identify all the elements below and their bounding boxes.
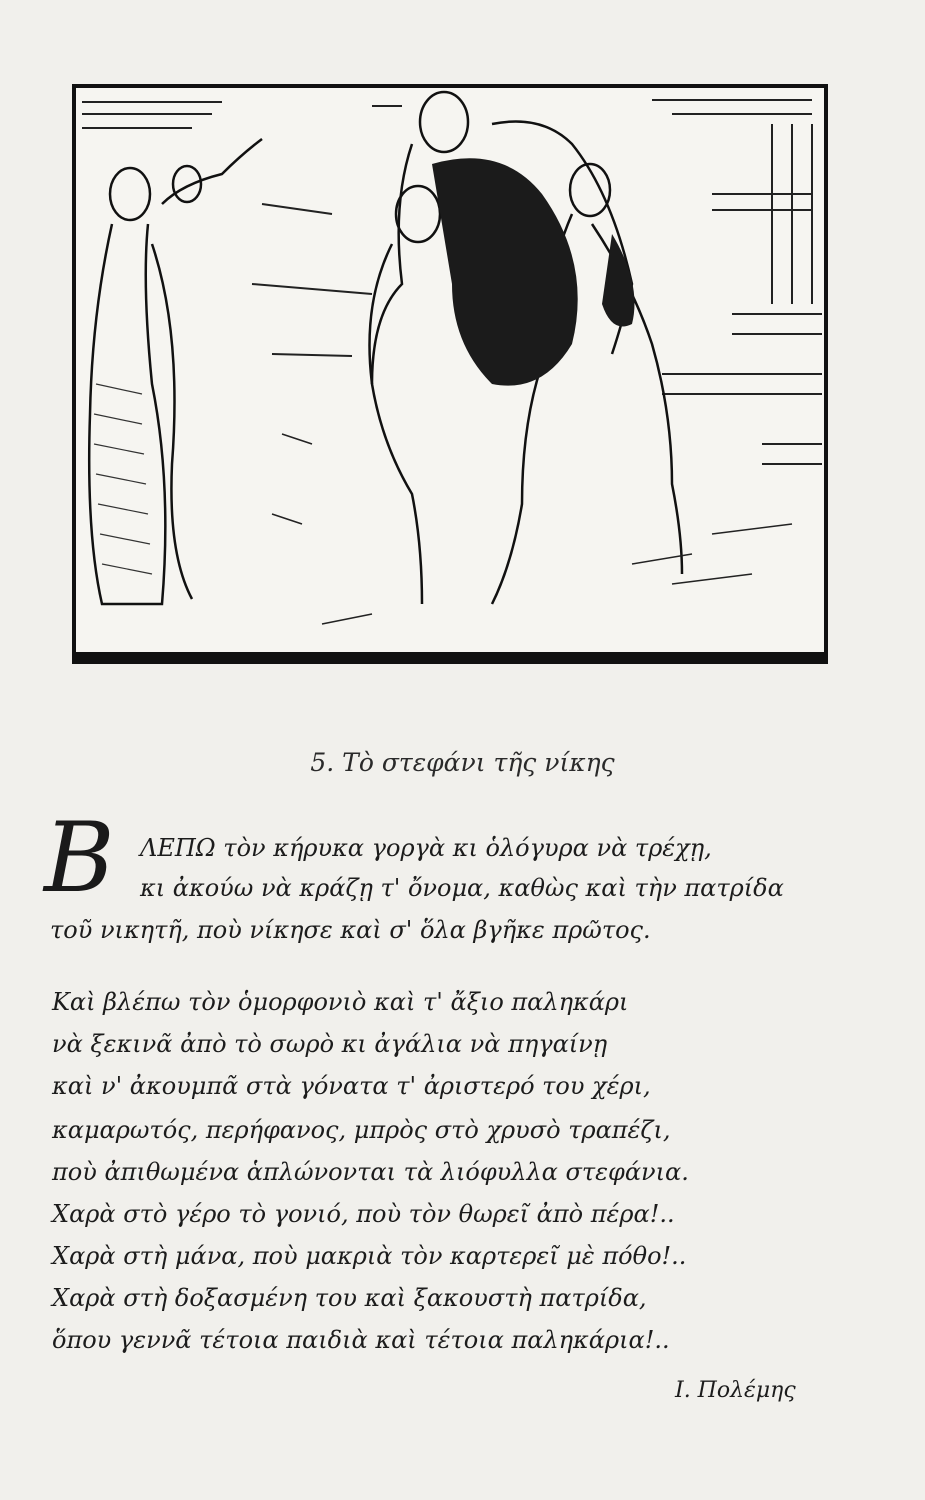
figure-caption: 5. Τὸ στεφάνι τῆς νίκης xyxy=(310,748,615,777)
poem-line: τοῦ νικητῆ, ποὺ νίκησε καὶ σ' ὅλα βγῆκε πρῶτος. xyxy=(50,916,651,944)
poem-line: καὶ ν' ἀκουμπᾶ στὰ γόνατα τ' ἀριστερό του χέρι, xyxy=(52,1072,651,1100)
poem-line: κι ἀκούω νὰ κράζῃ τ' ὄνομα, καθὼς καὶ τὴν πατρίδα xyxy=(140,874,784,902)
poem-line: Καὶ βλέπω τὸν ὁμορφονιὸ καὶ τ' ἄξιο παληκάρι xyxy=(52,988,629,1016)
drop-cap: Β xyxy=(44,802,115,914)
poem-line: Χαρὰ στὸ γέρο τὸ γονιό, ποὺ τὸν θωρεῖ ἀπὸ πέρα!.. xyxy=(52,1200,675,1228)
poem-line: νὰ ξεκινᾶ ἀπὸ τὸ σωρὸ κι ἀγάλια νὰ πηγαίνῃ xyxy=(52,1030,608,1058)
poem-line: ὅπου γεννᾶ τέτοια παιδιὰ καὶ τέτοια παληκάρια!.. xyxy=(52,1326,670,1354)
author-signature: Ι. Πολέμης xyxy=(675,1378,796,1403)
woodcut-illustration xyxy=(72,84,828,664)
illustration-drawing xyxy=(72,84,828,664)
poem-line: Χαρὰ στὴ μάνα, ποὺ μακριὰ τὸν καρτερεῖ μὲ πόθο!.. xyxy=(52,1242,687,1270)
poem-line: καμαρωτός, περήφανος, μπρὸς στὸ χρυσὸ τραπέζι, xyxy=(52,1116,671,1144)
poem-line: Χαρὰ στὴ δοξασμένη του καὶ ξακουστὴ πατρίδα, xyxy=(52,1284,647,1312)
poem-line: ΛΕΠΩ τὸν κήρυκα γοργὰ κι ὁλόγυρα νὰ τρέχῃ, xyxy=(140,834,712,862)
poem-line: ποὺ ἀπιθωμένα ἁπλώνονται τὰ λιόφυλλα στεφάνια. xyxy=(52,1158,689,1186)
